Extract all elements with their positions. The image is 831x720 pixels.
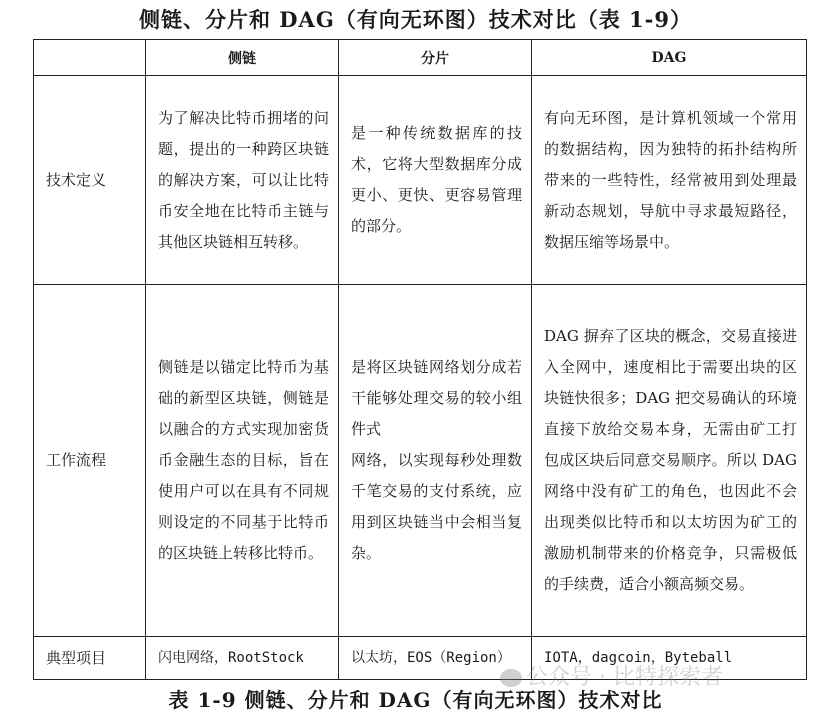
header-cell-sidechain: 侧链 [146,40,339,76]
table-cell: 有向无环图，是计算机领域一个常用的数据结构，因为独特的拓扑结构所带来的一些特性，经常被用到处理最新动态规划，导航中寻求最短路径，数据压缩等场景中。 [532,76,807,285]
table-cell: 是一种传统数据库的技术，它将大型数据库分成更小、更快、更容易管理的部分。 [339,76,532,285]
table-row [34,285,807,637]
table-cell: 是将区块链网络划分成若干能够处理交易的较小组件式 网络，以实现每秒处理数千笔交易的支付系统，应用到区块链当中会相当复杂。 [339,285,532,637]
table-cell: 侧链是以锚定比特币为基础的新型区块链，侧链是以融合的方式实现加密货币金融生态的目标，旨在使用户可以在具有不同规则设定的不同基于比特币的区块链上转移比特币。 [146,285,339,637]
row-label: 典型项目 [34,637,146,680]
watermark-text: 公众号 · 比特探索者 [526,665,723,690]
table-cell: 为了解决比特币拥堵的问题，提出的一种跨区块链的解决方案，可以让比特币安全地在比特币主链与其他区块链相互转移。 [146,76,339,285]
row-label: 工作流程 [34,285,146,637]
header-cell-sharding: 分片 [339,40,532,76]
table-cell: DAG 摒弃了区块的概念，交易直接进入全网中，速度相比于需要出块的区块链快很多；DAG 把交易确认的环境直接下放给交易本身，无需由矿工打包成区块后同意交易顺序。所以 DAG 网络中没有矿工的角色，也因此不会出现类似比特币和以太坊因为矿工的激励机制带来的价格竞争，只需极低的手续费，适合小额高频交易。 [532,285,807,637]
page-title: 侧链、分片和 DAG（有向无环图）技术对比（表 1-9） [139,7,692,32]
row-label: 技术定义 [34,76,146,285]
table-cell: IOTA，dagcoin，Byteball [532,637,807,680]
table-cell: 以太坊，EOS（Region） [339,637,532,680]
header-cell-empty [34,40,146,76]
table-cell: 闪电网络，RootStock [146,637,339,680]
table-row [34,76,807,285]
header-cell-dag: DAG [532,40,807,76]
comparison-table [33,39,807,680]
table-header-row [34,40,807,76]
table-caption: 表 1-9 侧链、分片和 DAG（有向无环图）技术对比 [168,688,663,712]
